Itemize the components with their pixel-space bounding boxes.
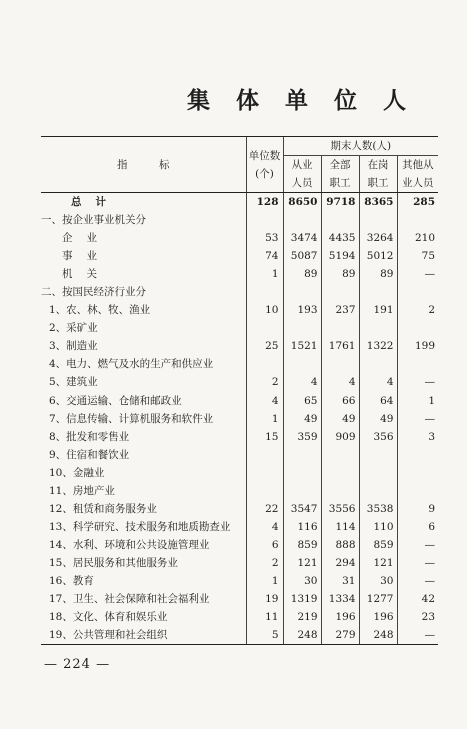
table-header xyxy=(41,137,438,193)
row-employed xyxy=(283,355,321,373)
row-employed: 49 xyxy=(283,410,321,428)
group-header: 期末人数(人) xyxy=(283,137,438,156)
row-other: — xyxy=(397,626,438,645)
row-label: 10、金融业 xyxy=(49,466,105,479)
row-employed: 219 xyxy=(283,608,321,626)
row-on-post: 5012 xyxy=(359,247,397,265)
col-header-other-l1: 其他从 xyxy=(397,156,438,175)
row-units: 6 xyxy=(246,536,283,554)
row-label: 9、住宿和餐饮业 xyxy=(49,448,130,461)
row-all-staff: 49 xyxy=(321,410,359,428)
row-label: 15、居民服务和其他服务业 xyxy=(49,556,178,569)
statistics-table-container xyxy=(41,136,438,645)
row-label: 3、制造业 xyxy=(49,340,98,353)
row-label: 17、卫生、社会保障和社会福利业 xyxy=(49,593,210,606)
row-other: 75 xyxy=(397,247,438,265)
row-other xyxy=(397,464,438,482)
row-on-post: 1322 xyxy=(359,337,397,355)
row-units: 11 xyxy=(246,608,283,626)
row-other xyxy=(397,283,438,301)
table-row xyxy=(41,211,438,229)
row-label: 一、按企业事业机关分 xyxy=(41,214,146,227)
table-row xyxy=(41,590,438,608)
row-employed: 65 xyxy=(283,392,321,410)
row-other: 23 xyxy=(397,608,438,626)
row-on-post: 191 xyxy=(359,301,397,319)
row-all-staff: 888 xyxy=(321,536,359,554)
row-other: 1 xyxy=(397,392,438,410)
row-employed xyxy=(283,464,321,482)
row-employed: 30 xyxy=(283,572,321,590)
table-row xyxy=(41,500,438,518)
row-units xyxy=(246,464,283,482)
row-all-staff: 4 xyxy=(321,373,359,391)
row-other: 6 xyxy=(397,518,438,536)
row-on-post: 859 xyxy=(359,536,397,554)
row-other: 285 xyxy=(397,193,438,212)
row-all-staff: 1334 xyxy=(321,590,359,608)
row-employed: 359 xyxy=(283,428,321,446)
row-on-post: 248 xyxy=(359,626,397,645)
row-employed: 1319 xyxy=(283,590,321,608)
row-units xyxy=(246,355,283,373)
row-all-staff: 114 xyxy=(321,518,359,536)
row-all-staff xyxy=(321,355,359,373)
row-label: 5、建筑业 xyxy=(49,376,98,389)
table-row xyxy=(41,410,438,428)
row-all-staff xyxy=(321,283,359,301)
row-employed: 3474 xyxy=(283,229,321,247)
table-row xyxy=(41,355,438,373)
row-on-post: 89 xyxy=(359,265,397,283)
row-on-post xyxy=(359,355,397,373)
row-units xyxy=(246,283,283,301)
row-all-staff: 237 xyxy=(321,301,359,319)
table-row xyxy=(41,626,438,645)
row-label: 14、水利、环境和公共设施管理业 xyxy=(49,538,210,551)
row-on-post: 121 xyxy=(359,554,397,572)
row-all-staff: 294 xyxy=(321,554,359,572)
table-row xyxy=(41,283,438,301)
row-label: 7、信息传输、计算机服务和软件业 xyxy=(49,412,214,425)
row-employed xyxy=(283,283,321,301)
col-header-employed-l1: 从业 xyxy=(283,156,321,175)
row-label: 1、农、林、牧、渔业 xyxy=(49,304,151,317)
col-header-all-staff-l1: 全部 xyxy=(321,156,359,175)
row-units: 128 xyxy=(246,193,283,212)
table-row xyxy=(41,301,438,319)
table-row xyxy=(41,193,438,212)
table-row xyxy=(41,265,438,283)
row-units: 25 xyxy=(246,337,283,355)
row-on-post: 4 xyxy=(359,373,397,391)
row-employed xyxy=(283,319,321,337)
row-employed: 8650 xyxy=(283,193,321,212)
table-row xyxy=(41,319,438,337)
row-all-staff: 4435 xyxy=(321,229,359,247)
row-all-staff: 3556 xyxy=(321,500,359,518)
row-on-post: 30 xyxy=(359,572,397,590)
table-row xyxy=(41,229,438,247)
row-other: 210 xyxy=(397,229,438,247)
row-label: 企业 xyxy=(62,232,111,245)
row-label: 4、电力、燃气及水的生产和供应业 xyxy=(49,358,214,371)
row-other: — xyxy=(397,373,438,391)
col-header-employed-l2: 人员 xyxy=(283,174,321,193)
row-employed: 116 xyxy=(283,518,321,536)
table-row xyxy=(41,536,438,554)
col-header-on-post-l1: 在岗 xyxy=(359,156,397,175)
col-header-on-post-l2: 职工 xyxy=(359,174,397,193)
row-units: 2 xyxy=(246,554,283,572)
row-all-staff: 66 xyxy=(321,392,359,410)
table-row xyxy=(41,464,438,482)
table-row xyxy=(41,247,438,265)
row-label: 机关 xyxy=(62,268,111,281)
row-units: 4 xyxy=(246,392,283,410)
row-on-post xyxy=(359,446,397,464)
row-other: 2 xyxy=(397,301,438,319)
row-other xyxy=(397,446,438,464)
row-other: 199 xyxy=(397,337,438,355)
table-row xyxy=(41,608,438,626)
row-other xyxy=(397,319,438,337)
row-on-post xyxy=(359,211,397,229)
row-all-staff: 909 xyxy=(321,428,359,446)
statistics-table xyxy=(41,136,438,645)
row-other: 9 xyxy=(397,500,438,518)
row-units: 5 xyxy=(246,626,283,645)
row-on-post: 196 xyxy=(359,608,397,626)
col-header-other-l2: 业人员 xyxy=(397,174,438,193)
table-row xyxy=(41,337,438,355)
row-on-post: 8365 xyxy=(359,193,397,212)
row-units xyxy=(246,482,283,500)
row-on-post xyxy=(359,283,397,301)
row-other xyxy=(397,482,438,500)
row-employed: 5087 xyxy=(283,247,321,265)
table-row xyxy=(41,373,438,391)
row-on-post: 3538 xyxy=(359,500,397,518)
units-header-label: 单位数 xyxy=(248,149,281,162)
table-row xyxy=(41,482,438,500)
row-units xyxy=(246,211,283,229)
row-other: 3 xyxy=(397,428,438,446)
units-header xyxy=(246,137,283,193)
row-all-staff: 31 xyxy=(321,572,359,590)
row-all-staff xyxy=(321,464,359,482)
row-other: — xyxy=(397,554,438,572)
row-other: 42 xyxy=(397,590,438,608)
row-label: 12、租赁和商务服务业 xyxy=(49,502,157,515)
row-employed: 193 xyxy=(283,301,321,319)
row-label: 18、文化、体育和娱乐业 xyxy=(49,611,168,624)
table-row xyxy=(41,518,438,536)
row-on-post xyxy=(359,464,397,482)
row-all-staff: 5194 xyxy=(321,247,359,265)
table-row xyxy=(41,446,438,464)
page-title: 集 体 单 位 人 xyxy=(186,87,415,114)
row-label: 19、公共管理和社会组织 xyxy=(41,626,246,645)
row-employed: 248 xyxy=(283,626,321,645)
row-employed: 859 xyxy=(283,536,321,554)
row-all-staff: 89 xyxy=(321,265,359,283)
row-on-post: 49 xyxy=(359,410,397,428)
row-units: 1 xyxy=(246,265,283,283)
row-on-post: 356 xyxy=(359,428,397,446)
row-label: 13、科学研究、技术服务和地质勘查业 xyxy=(49,520,231,533)
row-units: 4 xyxy=(246,518,283,536)
row-employed xyxy=(283,482,321,500)
row-employed xyxy=(283,211,321,229)
row-units: 1 xyxy=(246,410,283,428)
row-units: 53 xyxy=(246,229,283,247)
row-employed: 121 xyxy=(283,554,321,572)
row-all-staff: 9718 xyxy=(321,193,359,212)
row-all-staff xyxy=(321,319,359,337)
row-all-staff xyxy=(321,482,359,500)
col-header-all-staff-l2: 职工 xyxy=(321,174,359,193)
row-all-staff: 1761 xyxy=(321,337,359,355)
row-on-post xyxy=(359,319,397,337)
row-employed: 4 xyxy=(283,373,321,391)
row-employed: 3547 xyxy=(283,500,321,518)
indicator-header: 指 标 xyxy=(41,137,246,193)
row-label: 事业 xyxy=(62,250,111,263)
table-row xyxy=(41,428,438,446)
row-other: — xyxy=(397,536,438,554)
row-on-post: 3264 xyxy=(359,229,397,247)
row-units: 22 xyxy=(246,500,283,518)
row-all-staff xyxy=(321,211,359,229)
row-all-staff xyxy=(321,446,359,464)
row-employed: 1521 xyxy=(283,337,321,355)
row-other: — xyxy=(397,265,438,283)
row-other: — xyxy=(397,572,438,590)
row-units: 19 xyxy=(246,590,283,608)
table-row xyxy=(41,392,438,410)
row-label: 8、批发和零售业 xyxy=(49,430,130,443)
row-all-staff: 196 xyxy=(321,608,359,626)
page-number: — 224 — xyxy=(44,657,111,672)
row-label: 二、按国民经济行业分 xyxy=(41,286,146,299)
units-header-unit: (个) xyxy=(255,167,274,180)
row-label: 2、采矿业 xyxy=(49,322,98,335)
row-on-post xyxy=(359,482,397,500)
row-units xyxy=(246,446,283,464)
row-on-post: 110 xyxy=(359,518,397,536)
row-employed xyxy=(283,446,321,464)
row-employed: 89 xyxy=(283,265,321,283)
row-units: 10 xyxy=(246,301,283,319)
table-row xyxy=(41,572,438,590)
row-label: 总计 xyxy=(71,196,120,209)
row-units: 2 xyxy=(246,373,283,391)
row-units: 1 xyxy=(246,572,283,590)
row-on-post: 64 xyxy=(359,392,397,410)
row-on-post: 1277 xyxy=(359,590,397,608)
table-row xyxy=(41,554,438,572)
table-body xyxy=(41,193,438,645)
row-label: 6、交通运输、仓储和邮政业 xyxy=(49,394,182,407)
row-other xyxy=(397,355,438,373)
row-all-staff: 279 xyxy=(321,626,359,645)
row-label: 16、教育 xyxy=(49,575,94,587)
row-units: 15 xyxy=(246,428,283,446)
row-label: 11、房地产业 xyxy=(49,484,115,497)
row-other xyxy=(397,211,438,229)
row-units: 74 xyxy=(246,247,283,265)
row-units xyxy=(246,319,283,337)
row-other: — xyxy=(397,410,438,428)
